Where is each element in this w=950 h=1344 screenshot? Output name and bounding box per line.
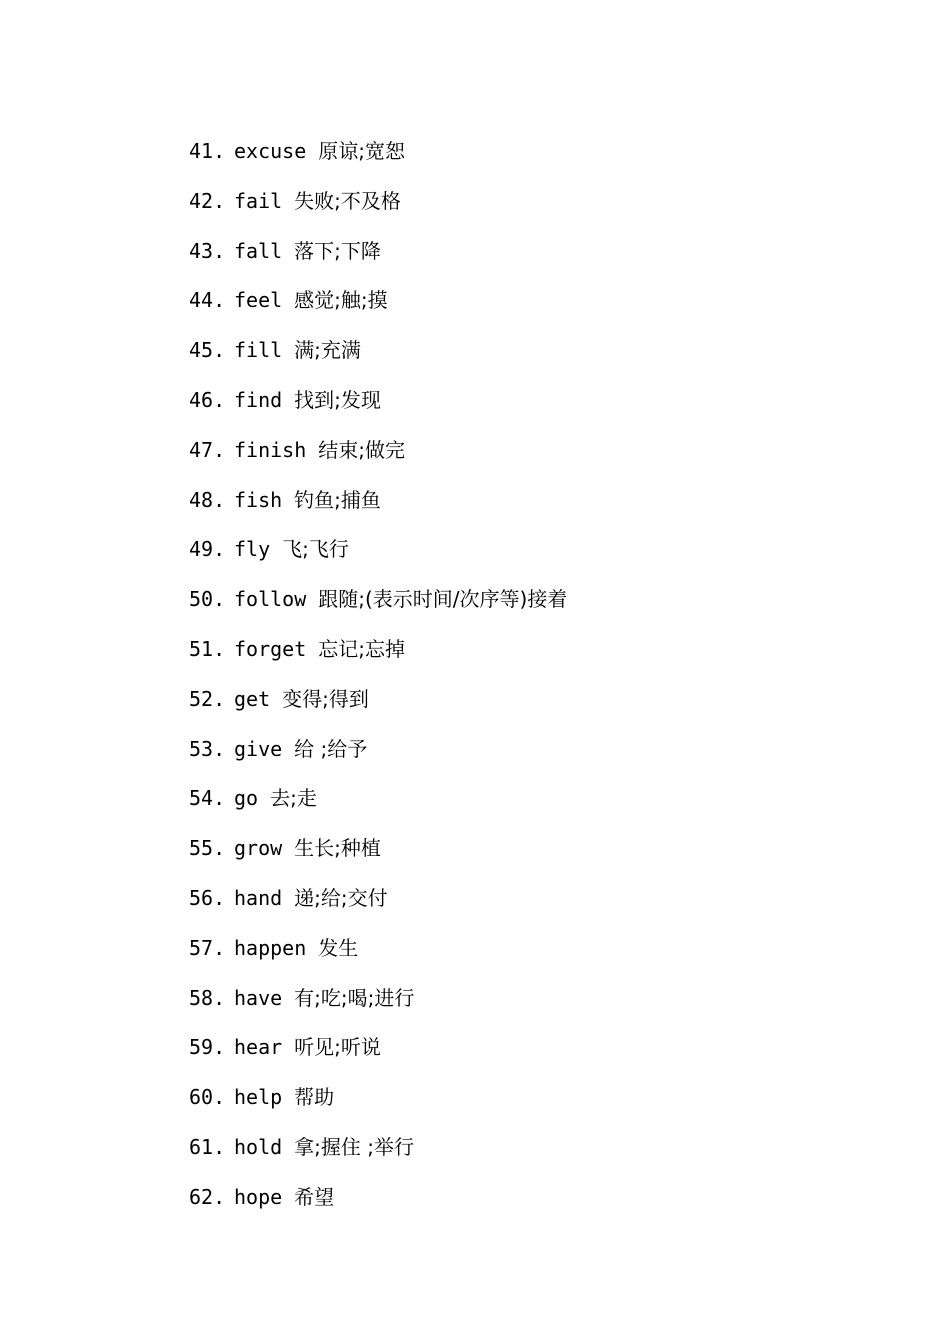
entry-word: find <box>234 387 283 412</box>
list-item <box>189 831 567 881</box>
entry-meaning: 帮助 <box>294 1085 335 1110</box>
entry-meaning: 发生 <box>318 935 359 960</box>
entry-meaning: 变得;得到 <box>282 686 369 711</box>
entry-number: 45. <box>189 338 226 363</box>
entry-number: 50. <box>189 587 226 612</box>
list-item <box>189 881 567 931</box>
entry-number: 60. <box>189 1085 226 1110</box>
entry-meaning: 去;走 <box>270 786 317 811</box>
entry-meaning: 生长;种植 <box>294 836 381 861</box>
entry-word: hand <box>234 885 283 910</box>
entry-word: happen <box>234 935 307 960</box>
list-item <box>189 184 567 234</box>
list-item <box>189 781 567 831</box>
list-item <box>189 333 567 383</box>
entry-word: give <box>234 736 283 761</box>
entry-word: finish <box>234 437 307 462</box>
entry-meaning: 落下;下降 <box>294 238 381 263</box>
list-item <box>189 732 567 782</box>
list-item <box>189 234 567 284</box>
entry-word: fail <box>234 188 283 213</box>
entry-word: fall <box>234 238 283 263</box>
entry-meaning: 听见;听说 <box>294 1035 381 1060</box>
entry-meaning: 忘记;忘掉 <box>318 636 405 661</box>
list-item <box>189 632 567 682</box>
list-item <box>189 1030 567 1080</box>
entry-number: 59. <box>189 1035 226 1060</box>
entry-meaning: 原谅;宽恕 <box>318 139 405 163</box>
entry-number: 48. <box>189 487 226 512</box>
list-item <box>189 1080 567 1130</box>
entry-meaning: 失败;不及格 <box>294 188 401 213</box>
entry-number: 56. <box>189 885 226 910</box>
entry-number: 44. <box>189 288 226 313</box>
entry-number: 52. <box>189 686 226 711</box>
entry-meaning: 拿;握住 ;举行 <box>294 1134 415 1159</box>
entry-word: hear <box>234 1035 283 1060</box>
list-item <box>189 1130 567 1180</box>
list-item <box>189 134 567 184</box>
entry-word: grow <box>234 836 283 861</box>
entry-number: 61. <box>189 1134 226 1159</box>
vocabulary-list <box>189 134 567 1230</box>
list-item <box>189 582 567 632</box>
entry-number: 42. <box>189 188 226 213</box>
list-item <box>189 532 567 582</box>
entry-number: 43. <box>189 238 226 263</box>
entry-word: fill <box>234 338 283 363</box>
entry-number: 54. <box>189 786 226 811</box>
entry-meaning: 希望 <box>294 1184 335 1209</box>
entry-number: 47. <box>189 437 226 462</box>
entry-number: 51. <box>189 636 226 661</box>
entry-number: 49. <box>189 537 226 562</box>
entry-word: get <box>234 686 271 711</box>
entry-number: 46. <box>189 387 226 412</box>
entry-meaning: 递;给;交付 <box>294 885 388 910</box>
list-item <box>189 981 567 1031</box>
entry-word: hope <box>234 1184 283 1209</box>
entry-number: 58. <box>189 985 226 1010</box>
entry-word: forget <box>234 636 307 661</box>
list-item <box>189 682 567 732</box>
entry-word: feel <box>234 288 283 313</box>
entry-word: follow <box>234 587 307 612</box>
entry-number: 53. <box>189 736 226 761</box>
entry-meaning: 有;吃;喝;进行 <box>294 985 415 1010</box>
entry-number: 55. <box>189 836 226 861</box>
list-item <box>189 931 567 981</box>
entry-meaning: 找到;发现 <box>294 387 381 412</box>
entry-number: 41. <box>189 139 226 163</box>
entry-meaning: 结束;做完 <box>318 437 405 462</box>
list-item <box>189 383 567 433</box>
entry-meaning: 给 ;给予 <box>294 736 368 761</box>
list-item <box>189 433 567 483</box>
entry-word: fly <box>234 537 271 562</box>
entry-word: excuse <box>234 139 307 163</box>
entry-number: 57. <box>189 935 226 960</box>
entry-meaning: 满;充满 <box>294 338 361 363</box>
entry-number: 62. <box>189 1184 226 1209</box>
list-item <box>189 483 567 533</box>
entry-word: hold <box>234 1134 283 1159</box>
entry-meaning: 跟随;(表示时间/次序等)接着 <box>318 587 568 612</box>
entry-word: go <box>234 786 259 811</box>
entry-meaning: 飞;飞行 <box>282 537 349 562</box>
list-item <box>189 283 567 333</box>
entry-word: fish <box>234 487 283 512</box>
entry-word: have <box>234 985 283 1010</box>
entry-meaning: 钓鱼;捕鱼 <box>294 487 381 512</box>
entry-meaning: 感觉;触;摸 <box>294 288 388 313</box>
entry-word: help <box>234 1085 283 1110</box>
list-item <box>189 1180 567 1230</box>
